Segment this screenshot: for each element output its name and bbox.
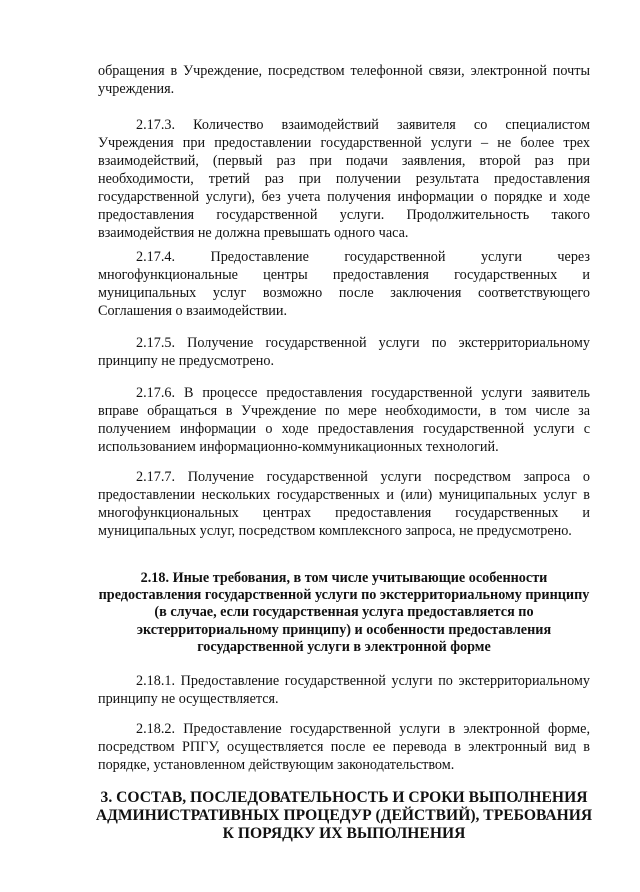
paragraph-continuation: обращения в Учреждение, посредством телефонной связи, электронной почты учреждения. <box>98 63 590 97</box>
paragraph-2-18-1: 2.18.1. Предоставление государственной услуги по экстерриториальному принципу не осуществляется. <box>98 673 590 707</box>
paragraph-2-17-7: 2.17.7. Получение государственной услуги посредством запроса о предоставлении нескольких государственных и (или) муниципальных услуг в многофункциональных центрах предоставления государственных и муниципальных услуг, посредством комплексного запроса, не предусмотрено. <box>98 469 590 539</box>
heading-2-18: 2.18. Иные требования, в том числе учитывающие особенности предоставления государственной услуги по экстерриториальному принципу (в случае, если государственная услуга предоставляется по экстерриториальному принципу) и особенности предоставления государственной услуги в электронной форме <box>98 570 590 655</box>
paragraph-2-17-3: 2.17.3. Количество взаимодействий заявителя со специалистом Учреждения при предоставлении государственной услуги – не более трех взаимодействий, (первый раз при подачи заявления, второй раз при необходимости, третий раз при получении результата предоставления государственной услуги), без учета получения информации о порядке и ходе предоставления государственной услуги. Продолжительность такого взаимодействия не должна превышать одного часа. <box>98 117 590 241</box>
paragraph-2-18-2: 2.18.2. Предоставление государственной услуги в электронной форме, посредством РПГУ, осуществляется после ее перевода в электронный вид в порядке, установленном действующим законодательством. <box>98 721 590 773</box>
paragraph-2-17-4: 2.17.4. Предоставление государственной услуги через многофункциональные центры предоставления государственных и муниципальных услуг возможно после заключения соответствующего Соглашения о взаимодействии. <box>98 249 590 319</box>
section-3-title: 3. СОСТАВ, ПОСЛЕДОВАТЕЛЬНОСТЬ И СРОКИ ВЫПОЛНЕНИЯ АДМИНИСТРАТИВНЫХ ПРОЦЕДУР (ДЕЙСТВИЙ), ТРЕБОВАНИЯ К ПОРЯДКУ ИХ ВЫПОЛНЕНИЯ <box>95 789 593 842</box>
paragraph-2-17-5: 2.17.5. Получение государственной услуги по экстерриториальному принципу не предусмотрено. <box>98 335 590 369</box>
paragraph-2-17-6: 2.17.6. В процессе предоставления государственной услуги заявитель вправе обращаться в Учреждение по мере необходимости, в том числе за получением информации о ходе предоставления государственной услуги с использованием информационно-коммуникационных технологий. <box>98 385 590 455</box>
